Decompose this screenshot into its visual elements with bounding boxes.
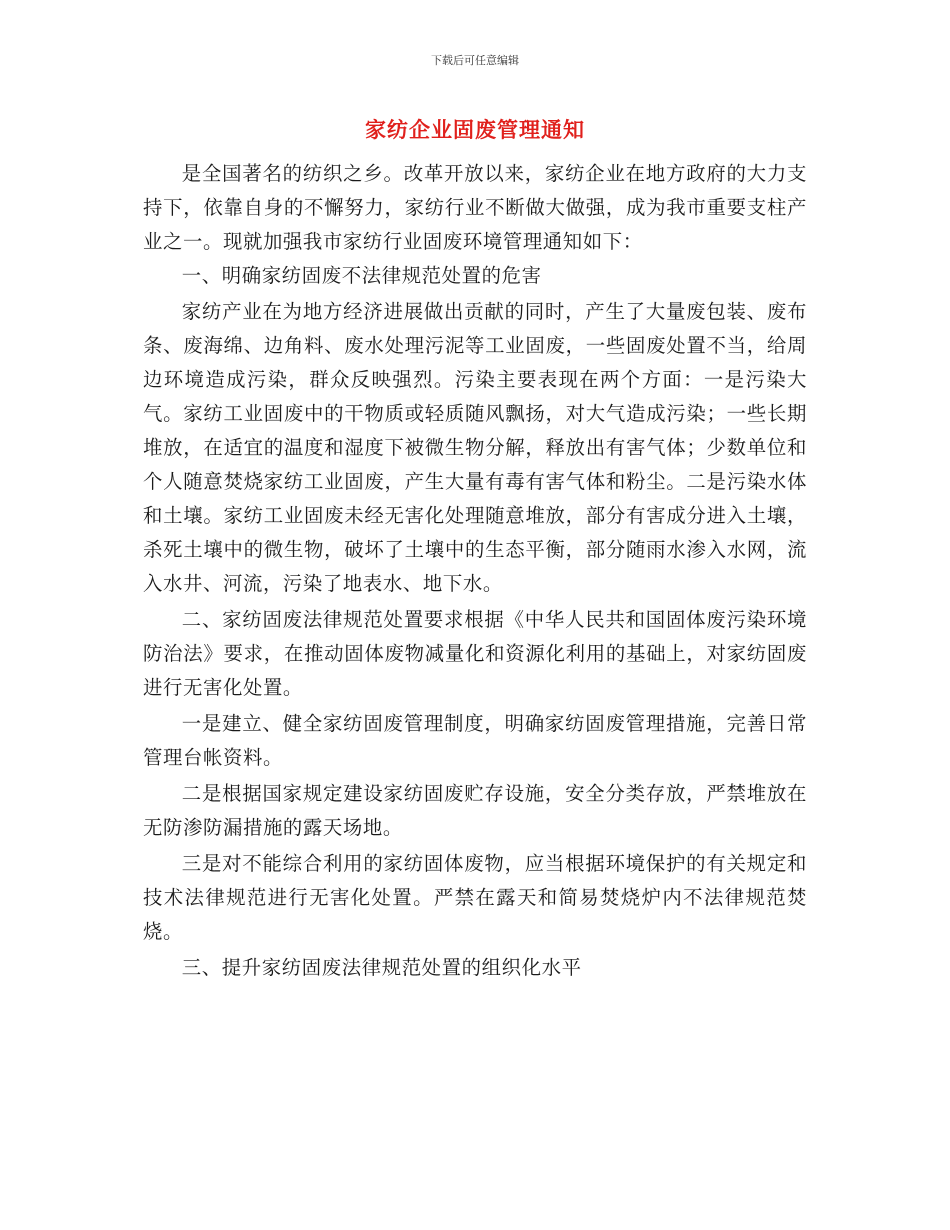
paragraph-hazards: 家纺产业在为地方经济进展做出贡献的同时，产生了大量废包装、废布条、废海绵、边角料、废水处理污泥等工业固废，一些固废处置不当，给周边环境造成污染，群众反映强烈。污染主要表现在两个方面：一是污染大气。家纺工业固废中的干物质或轻质随风飘扬，对大气造成污染；一些长期堆放，在适宜的温度和湿度下被微生物分解，释放出有害气体；少数单位和个人随意焚烧家纺工业固废，产生大量有毒有害气体和粉尘。二是污染水体和土壤。家纺工业固废未经无害化处理随意堆放，部分有害成分进入土壤，杀死土壤中的微生物，破坏了土壤中的生态平衡，部分随雨水渗入水网，流入水井、河流，污染了地表水、地下水。 bbox=[143, 300, 807, 595]
document-title: 家纺企业固废管理通知 bbox=[365, 118, 585, 142]
section-heading-3: 三、提升家纺固废法律规范处置的组织化水平 bbox=[181, 956, 582, 979]
paragraph-measure-1: 一是建立、健全家纺固废管理制度，明确家纺固废管理措施，完善日常管理台帐资料。 bbox=[143, 712, 807, 769]
paragraph-intro: 是全国著名的纺织之乡。改革开放以来，家纺企业在地方政府的大力支持下，依靠自身的不懈努力，家纺行业不断做大做强，成为我市重要支柱产业之一。现就加强我市家纺行业固废环境管理通知如下： bbox=[143, 162, 807, 253]
paragraph-requirements: 二、家纺固废法律规范处置要求根据《中华人民共和国固体废污染环境防治法》要求，在推动固体废物减量化和资源化利用的基础上，对家纺固废进行无害化处置。 bbox=[143, 608, 807, 699]
document-body bbox=[143, 157, 807, 985]
paragraph-measure-3: 三是对不能综合利用的家纺固体废物，应当根据环境保护的有关规定和技术法律规范进行无害化处置。严禁在露天和简易焚烧炉内不法律规范焚烧。 bbox=[143, 852, 807, 943]
header-note: 下载后可任意编辑 bbox=[431, 54, 519, 67]
section-heading-1: 一、明确家纺固废不法律规范处置的危害 bbox=[181, 264, 542, 287]
paragraph-measure-2: 二是根据国家规定建设家纺固废贮存设施，安全分类存放，严禁堆放在无防渗防漏措施的露天场地。 bbox=[143, 782, 807, 839]
